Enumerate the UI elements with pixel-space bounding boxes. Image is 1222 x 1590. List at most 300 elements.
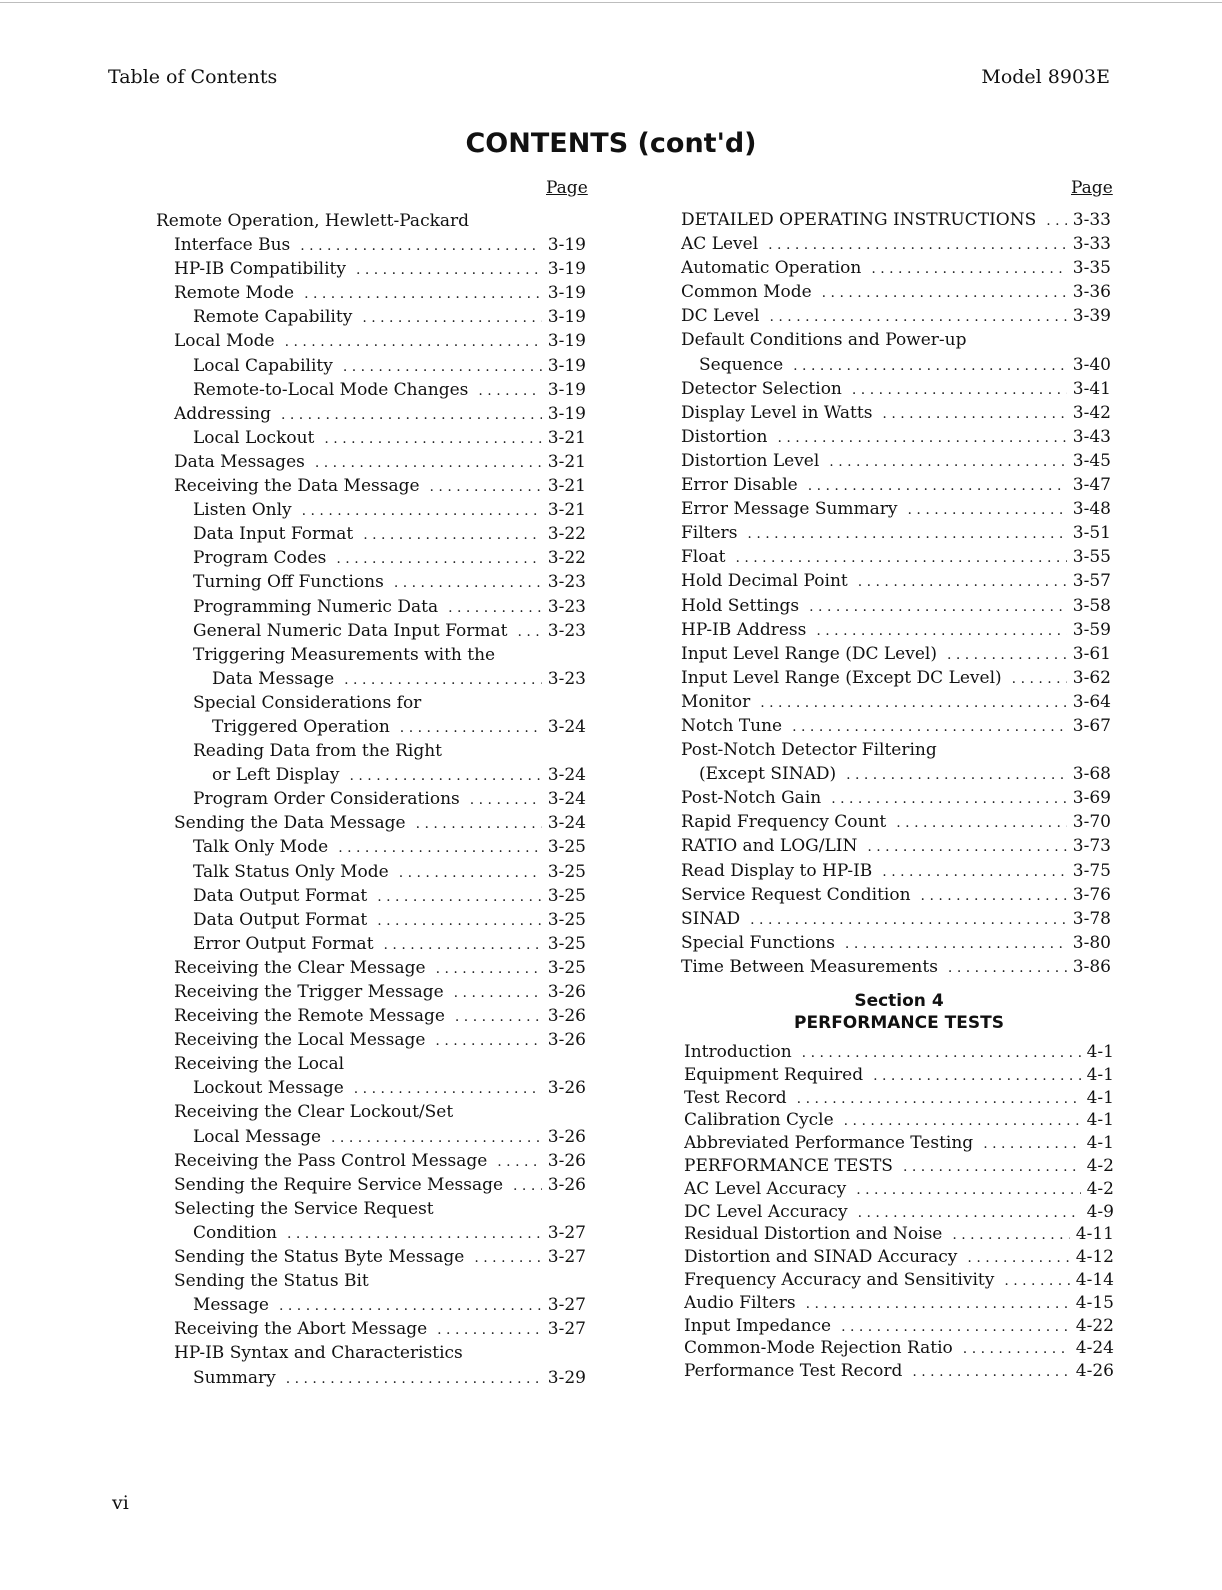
- toc-entry-page: 3-23: [547, 668, 586, 689]
- toc-entry[interactable]: [681, 714, 1111, 738]
- toc-entry-page: 4-11: [1075, 1224, 1114, 1245]
- toc-entry-title: Error Message Summary: [681, 499, 898, 520]
- toc-entry-page: 3-21: [547, 476, 586, 497]
- toc-entry-page: 3-40: [1072, 354, 1111, 375]
- dot-leader: [287, 1222, 542, 1245]
- toc-entry-title: Turning Off Functions: [193, 572, 384, 593]
- toc-entry[interactable]: [156, 1366, 586, 1390]
- section-4-block: [684, 990, 1114, 1383]
- toc-entry-page: 3-26: [547, 1030, 586, 1051]
- toc-entry[interactable]: [684, 1223, 1114, 1246]
- toc-entry-title: Special Considerations for: [193, 692, 422, 713]
- dot-leader: [324, 427, 541, 450]
- toc-entry-title: Distortion: [681, 426, 768, 447]
- toc-entry[interactable]: [156, 763, 586, 787]
- toc-entry-title: Filters: [681, 523, 738, 544]
- toc-entry-title: Listen Only: [193, 500, 292, 521]
- toc-entry-title: Receiving the Pass Control Message: [174, 1150, 488, 1171]
- toc-entry-page: 4-24: [1075, 1338, 1114, 1359]
- toc-entry[interactable]: [156, 570, 586, 594]
- dot-leader: [797, 1088, 1081, 1110]
- toc-entry[interactable]: [156, 1197, 586, 1221]
- toc-entry[interactable]: [684, 1132, 1114, 1155]
- dot-leader: [1004, 1270, 1069, 1292]
- toc-entry-page: 3-21: [547, 451, 586, 472]
- toc-entry-title: Display Level in Watts: [681, 402, 873, 423]
- toc-entry-page: 3-47: [1072, 475, 1111, 496]
- toc-entry-page: 3-26: [547, 1126, 586, 1147]
- toc-entry-page: 3-19: [547, 379, 586, 400]
- toc-entry[interactable]: [156, 329, 586, 353]
- toc-entry[interactable]: [156, 884, 586, 908]
- toc-entry-title: Sending the Status Bit: [174, 1271, 369, 1292]
- dot-leader: [436, 957, 542, 980]
- toc-entry-page: 3-25: [547, 957, 586, 978]
- toc-entry[interactable]: [684, 1269, 1114, 1292]
- toc-entry[interactable]: [156, 402, 586, 426]
- toc-entry-page: 3-27: [547, 1247, 586, 1268]
- dot-leader: [793, 354, 1067, 377]
- toc-entry-title: Local Capability: [193, 355, 333, 376]
- toc-entry[interactable]: [156, 546, 586, 570]
- toc-entry[interactable]: [684, 1109, 1114, 1132]
- dot-leader: [873, 1065, 1080, 1087]
- toc-entry[interactable]: [681, 545, 1111, 569]
- toc-entry-page: 3-62: [1072, 667, 1111, 688]
- toc-entry[interactable]: [156, 787, 586, 811]
- toc-entry-page: 4-14: [1075, 1269, 1114, 1290]
- toc-entry[interactable]: [156, 643, 586, 667]
- dot-leader: [478, 379, 541, 402]
- toc-entry-page: 3-58: [1072, 595, 1111, 616]
- toc-entry-page: 4-1: [1086, 1133, 1114, 1154]
- toc-entry[interactable]: [681, 859, 1111, 883]
- dot-leader: [856, 1179, 1080, 1201]
- toc-entry-title: Hold Decimal Point: [681, 571, 848, 592]
- toc-entry-title: Local Mode: [174, 331, 275, 352]
- toc-entry[interactable]: [156, 1004, 586, 1028]
- dot-leader: [384, 933, 542, 956]
- dot-leader: [963, 1338, 1070, 1360]
- toc-entry[interactable]: [156, 956, 586, 980]
- toc-entry-page: 3-36: [1072, 282, 1111, 303]
- dot-leader: [948, 956, 1067, 979]
- toc-entry[interactable]: [684, 1041, 1114, 1064]
- toc-entry-title: Programming Numeric Data: [193, 596, 439, 617]
- toc-entry-title: PERFORMANCE TESTS: [684, 1155, 893, 1176]
- dot-leader: [513, 1174, 542, 1197]
- toc-entry-title: Receiving the Clear Message: [174, 957, 426, 978]
- dot-leader: [831, 787, 1067, 810]
- toc-entry-title: Input Level Range (Except DC Level): [681, 667, 1002, 688]
- section-4-heading: Section 4: [854, 991, 944, 1011]
- toc-entry[interactable]: [156, 209, 586, 233]
- dot-leader: [470, 788, 542, 811]
- dot-leader: [760, 691, 1067, 714]
- toc-entry-page: 3-24: [547, 789, 586, 810]
- dot-leader: [377, 909, 542, 932]
- dot-leader: [435, 1029, 541, 1052]
- toc-entry-page: 3-27: [547, 1295, 586, 1316]
- toc-entry-page: 3-67: [1072, 715, 1111, 736]
- page-column-label-right: Page: [1071, 178, 1113, 198]
- toc-entry-title: Calibration Cycle: [684, 1110, 834, 1131]
- toc-entry-title: Program Codes: [193, 548, 327, 569]
- toc-entry[interactable]: [681, 449, 1111, 473]
- toc-entry-title: Talk Only Mode: [193, 837, 329, 858]
- toc-entry[interactable]: [681, 280, 1111, 304]
- toc-entry-page: 4-1: [1086, 1042, 1114, 1062]
- dot-leader: [336, 547, 541, 570]
- toc-entry[interactable]: [681, 353, 1111, 377]
- running-header-right: Model 8903E: [981, 66, 1110, 88]
- dot-leader: [281, 403, 542, 426]
- dot-leader: [400, 716, 542, 739]
- toc-entry[interactable]: [156, 522, 586, 546]
- toc-entry-page: 4-1: [1086, 1110, 1114, 1131]
- toc-entry[interactable]: [156, 426, 586, 450]
- toc-entry[interactable]: [684, 1360, 1114, 1383]
- toc-entry[interactable]: [681, 304, 1111, 328]
- toc-entry[interactable]: [684, 1337, 1114, 1360]
- toc-entry-title: Receiving the Trigger Message: [174, 982, 444, 1002]
- toc-entry[interactable]: [156, 595, 586, 619]
- toc-entry[interactable]: [681, 401, 1111, 425]
- dot-leader: [806, 1293, 1070, 1315]
- toc-entry[interactable]: [684, 1201, 1114, 1224]
- dot-leader: [343, 355, 542, 378]
- toc-entry[interactable]: [681, 232, 1111, 256]
- toc-entry[interactable]: [156, 860, 586, 884]
- toc-entry-page: 4-26: [1075, 1361, 1114, 1382]
- toc-entry-title: Sending the Status Byte Message: [174, 1247, 465, 1268]
- toc-entry-page: 3-43: [1072, 426, 1111, 447]
- toc-entry[interactable]: [681, 907, 1111, 931]
- toc-entry-title: Time Between Measurements: [681, 956, 938, 977]
- toc-entry-page: 3-21: [547, 500, 586, 521]
- toc-entry[interactable]: [684, 1064, 1114, 1087]
- toc-entry-title: Local Lockout: [193, 427, 315, 448]
- toc-entry-title: Remote Mode: [174, 283, 295, 304]
- toc-entry-title: Sequence: [699, 354, 784, 375]
- toc-entry-title: Post-Notch Detector Filtering: [681, 740, 937, 761]
- dot-leader: [947, 643, 1067, 666]
- dot-leader: [399, 861, 542, 884]
- dot-leader: [302, 499, 542, 522]
- toc-entry[interactable]: [681, 690, 1111, 714]
- toc-entry-page: 3-22: [547, 548, 586, 569]
- toc-entry-title: Data Messages: [174, 451, 305, 472]
- toc-entry-title: Receiving the Local: [174, 1054, 345, 1075]
- toc-entry-title: Lockout Message: [193, 1078, 344, 1099]
- toc-entry-title: Rapid Frequency Count: [681, 812, 887, 833]
- toc-entry-title: Special Functions: [681, 932, 835, 953]
- toc-entry-page: 3-27: [547, 1222, 586, 1243]
- toc-entry[interactable]: [681, 931, 1111, 955]
- toc-entry-page: 3-26: [547, 1150, 586, 1171]
- toc-left-column: [156, 209, 586, 1390]
- toc-entry[interactable]: [156, 667, 586, 691]
- toc-entry-title: Local Message: [193, 1126, 322, 1147]
- toc-entry[interactable]: [156, 1317, 586, 1341]
- toc-entry[interactable]: [681, 497, 1111, 521]
- toc-entry[interactable]: [156, 980, 586, 1004]
- toc-entry[interactable]: [156, 1293, 586, 1317]
- toc-entry-title: Read Display to HP-IB: [681, 860, 873, 881]
- toc-entry-title: Selecting the Service Request: [174, 1198, 434, 1219]
- toc-entry[interactable]: [684, 1087, 1114, 1110]
- dot-leader: [983, 1133, 1080, 1155]
- toc-entry-title: General Numeric Data Input Format: [193, 620, 508, 641]
- dot-leader: [952, 1224, 1069, 1246]
- toc-entry-page: 3-22: [547, 524, 586, 545]
- dot-leader: [286, 1367, 542, 1390]
- toc-entry-page: 3-68: [1072, 764, 1111, 785]
- dot-leader: [903, 1156, 1081, 1178]
- toc-entry-title: DETAILED OPERATING INSTRUCTIONS: [681, 210, 1037, 230]
- toc-entry-page: 4-2: [1086, 1178, 1114, 1199]
- dot-leader: [497, 1150, 542, 1173]
- dot-leader: [747, 522, 1066, 545]
- toc-entry-page: 3-48: [1072, 499, 1111, 520]
- toc-entry-title: Receiving the Remote Message: [174, 1006, 445, 1027]
- dot-leader: [300, 234, 542, 257]
- dot-leader: [363, 523, 542, 546]
- toc-entry[interactable]: [156, 305, 586, 329]
- toc-entry-page: 3-19: [547, 355, 586, 376]
- toc-entry-page: 3-57: [1072, 571, 1111, 592]
- toc-entry[interactable]: [156, 908, 586, 932]
- toc-entry[interactable]: [156, 474, 586, 498]
- toc-entry-title: RATIO and LOG/LIN: [681, 836, 858, 857]
- dot-leader: [750, 908, 1067, 931]
- toc-entry[interactable]: [681, 521, 1111, 545]
- toc-entry-title: Detector Selection: [681, 378, 842, 399]
- toc-entry[interactable]: [156, 1173, 586, 1197]
- toc-entry[interactable]: [156, 498, 586, 522]
- toc-entry-title: Notch Tune: [681, 715, 783, 736]
- toc-entry-title: Test Record: [684, 1087, 787, 1108]
- toc-entry-title: DC Level Accuracy: [684, 1201, 848, 1222]
- toc-entry-title: Remote Capability: [193, 307, 353, 328]
- dot-leader: [1012, 667, 1067, 690]
- toc-entry-title: HP-IB Compatibility: [174, 259, 346, 280]
- toc-entry-page: 3-33: [1072, 210, 1111, 230]
- toc-entry-page: 3-21: [547, 427, 586, 448]
- dot-leader: [474, 1246, 541, 1269]
- dot-leader: [822, 281, 1067, 304]
- toc-entry-page: 3-24: [547, 765, 586, 786]
- dot-leader: [437, 1318, 542, 1341]
- toc-entry[interactable]: [156, 281, 586, 305]
- toc-entry-title: Sending the Require Service Message: [174, 1174, 504, 1195]
- toc-entry[interactable]: [681, 810, 1111, 834]
- toc-entry-title: SINAD: [681, 908, 741, 929]
- toc-entry-title: Automatic Operation: [681, 258, 862, 279]
- toc-entry[interactable]: [156, 1245, 586, 1269]
- toc-entry-title: Data Output Format: [193, 885, 368, 906]
- toc-entry[interactable]: [681, 208, 1111, 232]
- toc-entry[interactable]: [156, 1341, 586, 1365]
- toc-entry-title: Program Order Considerations: [193, 789, 460, 810]
- toc-entry[interactable]: [681, 328, 1111, 352]
- toc-entry-page: 4-12: [1075, 1247, 1114, 1268]
- toc-entry[interactable]: [156, 715, 586, 739]
- dot-leader: [858, 570, 1067, 593]
- toc-entry[interactable]: [156, 1100, 586, 1124]
- dot-leader: [802, 1042, 1081, 1064]
- dot-leader: [455, 1005, 542, 1028]
- toc-entry[interactable]: [156, 378, 586, 402]
- toc-entry-title: or Left Display: [212, 765, 340, 786]
- toc-entry-page: 3-24: [547, 716, 586, 737]
- toc-entry[interactable]: [156, 811, 586, 835]
- toc-entry[interactable]: [684, 1178, 1114, 1201]
- toc-entry-title: Distortion and SINAD Accuracy: [684, 1247, 958, 1268]
- toc-entry-page: 3-23: [547, 596, 586, 617]
- section-4-subheading: PERFORMANCE TESTS: [794, 1013, 1004, 1033]
- toc-entry-title: Common Mode: [681, 282, 812, 303]
- toc-entry[interactable]: [681, 425, 1111, 449]
- dot-leader: [808, 474, 1067, 497]
- toc-entry[interactable]: [681, 666, 1111, 690]
- toc-entry-title: Addressing: [174, 403, 271, 424]
- toc-entry[interactable]: [156, 619, 586, 643]
- toc-entry[interactable]: [681, 642, 1111, 666]
- toc-entry-page: 3-26: [547, 1078, 586, 1099]
- dot-leader: [896, 811, 1067, 834]
- toc-entry[interactable]: [681, 569, 1111, 593]
- toc-entry[interactable]: [684, 1246, 1114, 1269]
- dot-leader: [867, 835, 1066, 858]
- toc-entry[interactable]: [681, 786, 1111, 810]
- toc-entry-title: Message: [193, 1295, 269, 1316]
- dot-leader: [809, 595, 1067, 618]
- toc-entry[interactable]: [156, 1269, 586, 1293]
- toc-entry-page: 3-73: [1072, 836, 1111, 857]
- toc-entry-page: 3-25: [547, 837, 586, 858]
- toc-entry[interactable]: [681, 594, 1111, 618]
- toc-entry-page: 3-19: [547, 283, 586, 304]
- toc-entry[interactable]: [156, 1125, 586, 1149]
- toc-entry[interactable]: [156, 1028, 586, 1052]
- toc-entry-page: 3-19: [547, 331, 586, 352]
- dot-leader: [841, 1316, 1070, 1338]
- toc-entry[interactable]: [681, 762, 1111, 786]
- toc-entry-title: Equipment Required: [684, 1064, 864, 1085]
- toc-entry-page: 3-26: [547, 1006, 586, 1027]
- toc-entry-title: DC Level: [681, 306, 760, 327]
- toc-entry[interactable]: [681, 618, 1111, 642]
- toc-entry[interactable]: [156, 932, 586, 956]
- toc-entry-title: AC Level Accuracy: [684, 1178, 847, 1199]
- dot-leader: [770, 305, 1067, 328]
- toc-entry-title: Abbreviated Performance Testing: [684, 1133, 974, 1154]
- toc-entry[interactable]: [684, 1315, 1114, 1338]
- toc-entry[interactable]: [156, 1149, 586, 1173]
- toc-entry-page: 3-35: [1072, 258, 1111, 279]
- toc-entry[interactable]: [681, 955, 1111, 979]
- toc-entry[interactable]: [681, 834, 1111, 858]
- toc-entry[interactable]: [156, 354, 586, 378]
- toc-entry-title: Performance Test Record: [684, 1361, 903, 1382]
- toc-entry[interactable]: [684, 1292, 1114, 1315]
- toc-entry-title: Error Output Format: [193, 933, 374, 954]
- toc-entry[interactable]: [681, 883, 1111, 907]
- toc-entry[interactable]: [681, 473, 1111, 497]
- toc-entry-title: Residual Distortion and Noise: [684, 1224, 943, 1245]
- toc-entry[interactable]: [156, 739, 586, 763]
- dot-leader: [377, 885, 542, 908]
- toc-entry-title: Triggered Operation: [212, 716, 390, 737]
- toc-entry-page: 3-64: [1072, 691, 1111, 712]
- dot-leader: [882, 860, 1067, 883]
- toc-entry-title: Condition: [193, 1222, 277, 1243]
- toc-entry-title: HP-IB Address: [681, 619, 807, 640]
- toc-right-column: [681, 208, 1111, 979]
- toc-entry-page: 3-33: [1072, 234, 1111, 255]
- toc-entry-title: Audio Filters: [684, 1292, 796, 1313]
- toc-entry[interactable]: [156, 691, 586, 715]
- toc-entry-page: 3-75: [1072, 860, 1111, 881]
- page-title: CONTENTS (cont'd): [465, 128, 757, 159]
- toc-entry-page: 3-23: [547, 620, 586, 641]
- dot-leader: [416, 812, 542, 835]
- dot-leader: [912, 1361, 1069, 1383]
- dot-leader: [967, 1247, 1069, 1269]
- toc-entry-page: 4-1: [1086, 1064, 1114, 1085]
- toc-entry[interactable]: [156, 450, 586, 474]
- toc-entry-page: 3-25: [547, 909, 586, 930]
- dot-leader: [792, 715, 1067, 738]
- toc-entry-page: 3-80: [1072, 932, 1111, 953]
- toc-entry[interactable]: [681, 738, 1111, 762]
- dot-leader: [356, 258, 542, 281]
- dot-leader: [350, 764, 542, 787]
- toc-entry[interactable]: [156, 233, 586, 257]
- toc-entry-title: Receiving the Clear Lockout/Set: [174, 1102, 454, 1123]
- toc-entry[interactable]: [156, 1221, 586, 1245]
- toc-entry[interactable]: [156, 835, 586, 859]
- toc-entry[interactable]: [156, 1076, 586, 1100]
- toc-entry-page: 3-55: [1072, 547, 1111, 568]
- toc-entry-page: 3-59: [1072, 619, 1111, 640]
- toc-entry-title: Default Conditions and Power-up: [681, 330, 967, 351]
- toc-entry[interactable]: [681, 377, 1111, 401]
- toc-entry-title: Receiving the Local Message: [174, 1030, 426, 1051]
- toc-entry-page: 3-25: [547, 885, 586, 906]
- dot-leader: [315, 451, 542, 474]
- dot-leader: [448, 596, 542, 619]
- toc-entry[interactable]: [156, 1052, 586, 1076]
- toc-entry-page: 3-41: [1072, 378, 1111, 399]
- page-column-label-left: Page: [546, 178, 588, 198]
- toc-entry-page: 3-51: [1072, 523, 1111, 544]
- toc-entry-title: Post-Notch Gain: [681, 788, 822, 809]
- toc-entry[interactable]: [156, 257, 586, 281]
- toc-entry-title: Data Message: [212, 668, 335, 689]
- dot-leader: [344, 668, 542, 691]
- toc-entry[interactable]: [684, 1155, 1114, 1178]
- dot-leader: [858, 1202, 1081, 1224]
- toc-entry-page: 3-26: [547, 982, 586, 1002]
- dot-leader: [331, 1126, 542, 1149]
- toc-entry[interactable]: [681, 256, 1111, 280]
- dot-leader: [846, 763, 1067, 786]
- toc-entry-page: 3-19: [547, 235, 586, 256]
- toc-entry-title: Receiving the Abort Message: [174, 1319, 428, 1340]
- dot-leader: [338, 836, 542, 859]
